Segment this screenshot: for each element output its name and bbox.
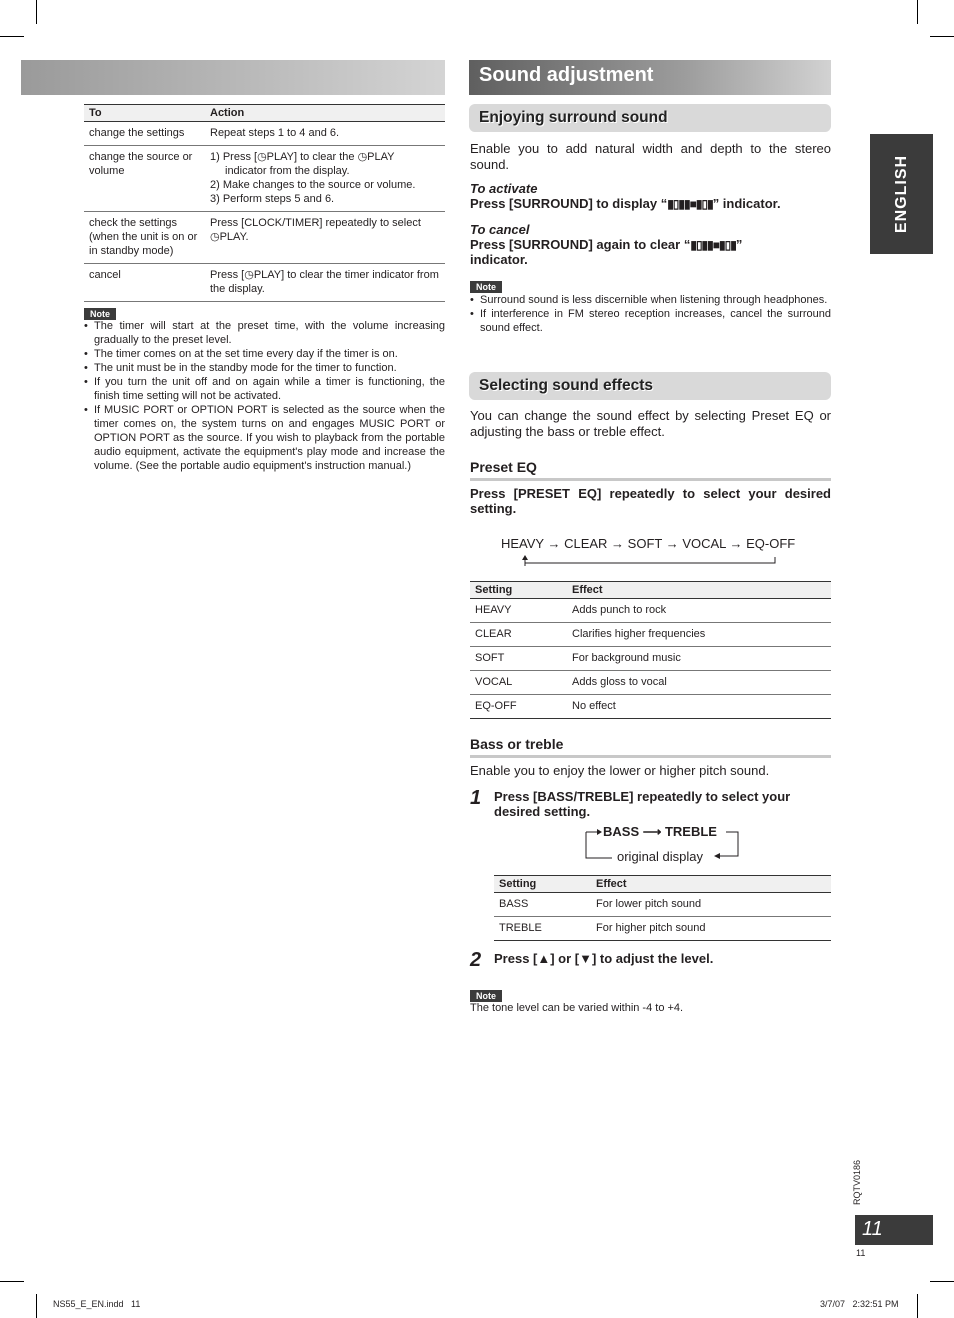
cancel-text-end: ” [735, 237, 743, 252]
list-item: • The timer will start at the preset time, with the volume increasing gradually to the preset level. [84, 319, 445, 347]
table-header-setting: Setting [470, 582, 567, 599]
action-text: indicator from the display. [225, 165, 350, 177]
table-cell-action [205, 212, 445, 264]
table-cell: CLEAR [470, 623, 567, 647]
sequence-loop-arrow-icon [520, 553, 780, 567]
table-cell: No effect [567, 695, 831, 719]
table-cell: VOCAL [470, 671, 567, 695]
activate-instruction [470, 196, 781, 211]
surround-indicator-icon: ▮▯▮▮■▮▯▮ [667, 197, 713, 211]
list-item: • The unit must be in the standby mode for the timer to function. [84, 361, 445, 375]
timer-action-table [84, 104, 445, 302]
table-cell: Adds punch to rock [567, 599, 831, 623]
table-row [470, 671, 831, 695]
action-text: Repeat steps 1 to 4 and 6. [210, 127, 340, 139]
activate-text-end: ” indicator. [712, 196, 781, 211]
bass-treble-table [494, 875, 831, 941]
page-number-box [855, 1215, 933, 1245]
crop-mark [930, 1281, 954, 1282]
table-header-row [84, 105, 445, 122]
action-text: 1) Press [◷PLAY] to clear the ◷PLAY [210, 151, 395, 163]
table-header-row [494, 876, 831, 893]
crop-mark [917, 1294, 918, 1318]
table-row [470, 599, 831, 623]
table-row [494, 917, 831, 941]
table-cell: HEAVY [470, 599, 567, 623]
step2-instruction: Press [▲] or [▼] to adjust the level. [494, 951, 714, 966]
table-cell: For background music [567, 647, 831, 671]
effects-intro: You can change the sound effect by selecting Preset EQ or adjusting the bass or treble effect. [470, 408, 831, 439]
table-cell: Adds gloss to vocal [567, 671, 831, 695]
file-info: NS55_E_EN.indd 11 [53, 1299, 141, 1309]
table-cell: BASS [494, 893, 591, 917]
list-item: • If you turn the unit off and on again while a timer is functioning, the finish time setting will not be activated. [84, 375, 445, 403]
table-header-setting: Setting [494, 876, 591, 893]
surround-intro: Enable you to add natural width and depth to the stereo sound. [470, 141, 831, 172]
cancel-instruction-cont: indicator. [470, 252, 528, 267]
table-cell: For higher pitch sound [591, 917, 831, 941]
step1-instruction: Press [BASS/TREBLE] repeatedly to select your desired setting. [494, 789, 791, 819]
crop-mark [930, 36, 954, 37]
effects-heading: Selecting sound effects [479, 377, 653, 394]
crop-mark [36, 1294, 37, 1318]
table-cell-to: change the settings [84, 122, 205, 146]
list-item: • If interference in FM stereo reception increases, cancel the surround sound effect. [470, 307, 831, 335]
crop-mark [0, 36, 24, 37]
table-row [84, 264, 445, 302]
table-cell-action [205, 122, 445, 146]
table-row [494, 893, 831, 917]
action-text: Press [◷PLAY] to clear the timer indicator from the display. [210, 269, 439, 295]
preset-eq-sequence: HEAVY → CLEAR → SOFT → VOCAL → EQ-OFF [501, 536, 796, 551]
page-number-small: 11 [856, 1248, 866, 1258]
preset-eq-heading: Preset EQ [470, 459, 537, 475]
table-header-action: Action [205, 105, 445, 122]
cancel-instruction [470, 237, 742, 252]
table-cell-action [205, 264, 445, 302]
list-item: • The timer comes on at the set time every day if the timer is on. [84, 347, 445, 361]
table-cell: SOFT [470, 647, 567, 671]
table-row [84, 122, 445, 146]
table-row [84, 146, 445, 212]
cancel-label: To cancel [470, 222, 530, 237]
preset-eq-heading-wrap [470, 459, 831, 481]
crop-mark [917, 0, 918, 24]
page-number: 11 [862, 1218, 883, 1240]
surround-heading: Enjoying surround sound [479, 109, 668, 126]
left-note-badge: Note [84, 304, 116, 322]
doc-code: RQTV0186 [852, 1159, 862, 1205]
table-cell: Clarifies higher frequencies [567, 623, 831, 647]
crop-mark [0, 1281, 24, 1282]
table-header-effect: Effect [591, 876, 831, 893]
action-text: 3) Perform steps 5 and 6. [210, 193, 335, 205]
table-cell-to: cancel [84, 264, 205, 302]
table-row [470, 647, 831, 671]
table-cell: EQ-OFF [470, 695, 567, 719]
surround-indicator-icon: ▮▯▮▮■▮▯▮ [690, 238, 736, 252]
preset-eq-instruction: Press [PRESET EQ] repeatedly to select your desired setting. [470, 486, 831, 516]
page-title: Sound adjustment [479, 64, 654, 86]
table-row [470, 695, 831, 719]
crop-mark [36, 0, 37, 24]
left-header-bar [21, 60, 445, 95]
effects-heading-bar [469, 372, 831, 400]
activate-text: Press [SURROUND] to display “ [470, 196, 668, 211]
surround-note-list [470, 293, 831, 335]
cycle-top-text: BASS ⟶ TREBLE [603, 824, 717, 839]
surround-note-badge: Note [470, 277, 502, 295]
step-number: 2 [470, 949, 482, 971]
table-cell: TREBLE [494, 917, 591, 941]
table-cell-action [205, 146, 445, 212]
list-item: • If MUSIC PORT or OPTION PORT is selected as the source when the timer comes on, the system turns on and engages MUSIC PORT or OPTION PORT as the source. If you wish to playback from the portable audio equipment, activate the equipment's play mode and increase the volume. (See the portable audio equipment's instruction manual.) [84, 403, 445, 473]
language-tab [870, 134, 933, 254]
bass-treble-heading: Bass or treble [470, 736, 564, 752]
table-row [470, 623, 831, 647]
language-tab-label: ENGLISH [892, 154, 910, 234]
table-row [84, 212, 445, 264]
table-header-to: To [84, 105, 205, 122]
table-cell: For lower pitch sound [591, 893, 831, 917]
activate-label: To activate [470, 181, 538, 196]
left-note-list [84, 319, 445, 473]
table-header-row [470, 582, 831, 599]
preset-eq-table [470, 581, 831, 719]
table-header-effect: Effect [567, 582, 831, 599]
bass-treble-note-text: The tone level can be varied within -4 to +4. [470, 1002, 684, 1014]
cancel-text: Press [SURROUND] again to clear “ [470, 237, 691, 252]
action-text: 2) Make changes to the source or volume. [210, 179, 416, 191]
cycle-bottom-text: original display [617, 849, 703, 864]
bass-treble-note-badge: Note [470, 986, 502, 1004]
bass-treble-heading-wrap [470, 736, 831, 758]
action-text: Press [CLOCK/TIMER] repeatedly to select ◷PLAY. [210, 217, 421, 243]
bass-treble-intro: Enable you to enjoy the lower or higher pitch sound. [470, 763, 770, 778]
table-cell-to: change the source or volume [84, 146, 205, 212]
section-title-bar [469, 60, 831, 95]
list-item: • Surround sound is less discernible when listening through headphones. [470, 293, 831, 307]
print-timestamp: 3/7/07 2:32:51 PM [820, 1299, 899, 1309]
table-cell-to: check the settings (when the unit is on or in standby mode) [84, 212, 205, 264]
surround-heading-bar [469, 104, 831, 132]
step-number: 1 [470, 787, 482, 809]
